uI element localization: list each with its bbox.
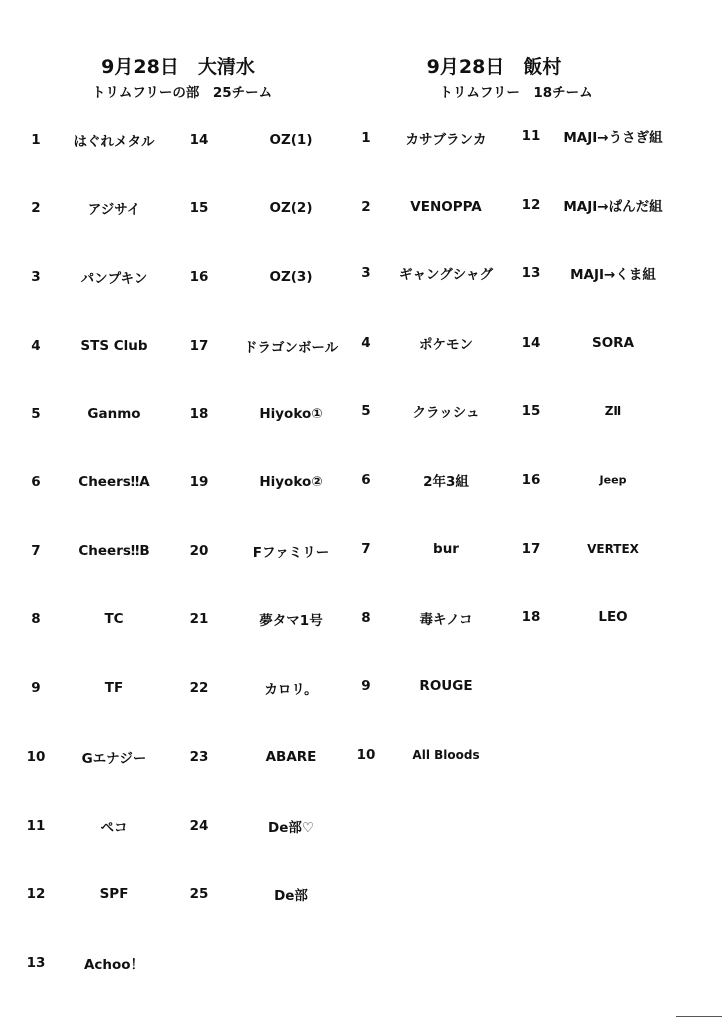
right-title: 9月28日 飯村 bbox=[426, 56, 562, 78]
right-team-number: 11 bbox=[521, 128, 541, 144]
right-team-number: 16 bbox=[521, 472, 541, 488]
right-team-name: 2年3組 bbox=[423, 474, 469, 490]
right-team-number: 10 bbox=[356, 747, 376, 763]
left-team-number: 3 bbox=[31, 269, 41, 285]
right-team-name: MAJI→くま組 bbox=[570, 267, 656, 283]
left-team-name: はぐれメタル bbox=[73, 134, 155, 150]
left-team-name: OZ(1) bbox=[269, 132, 313, 148]
left-team-number: 6 bbox=[31, 474, 41, 490]
right-team-name: LEO bbox=[598, 609, 628, 625]
right-team-name: Jeep bbox=[599, 473, 627, 487]
right-team-name: VENOPPA bbox=[410, 199, 482, 215]
left-team-name: De部♡ bbox=[268, 820, 314, 836]
left-team-number: 15 bbox=[189, 200, 209, 216]
left-team-number: 21 bbox=[189, 611, 209, 627]
right-team-number: 4 bbox=[361, 335, 371, 351]
left-team-name: TF bbox=[104, 680, 124, 696]
right-team-number: 7 bbox=[361, 541, 371, 557]
left-team-name: 夢タマ1号 bbox=[259, 613, 323, 629]
right-team-name: SORA bbox=[591, 335, 635, 351]
left-team-number: 22 bbox=[189, 680, 209, 696]
right-team-number: 6 bbox=[361, 472, 371, 488]
right-team-name: VERTEX bbox=[587, 542, 639, 556]
left-title: 9月28日 大清水 bbox=[101, 56, 255, 78]
left-team-number: 11 bbox=[26, 818, 46, 834]
left-team-name: カロリ。 bbox=[264, 682, 318, 698]
left-team-number: 14 bbox=[189, 132, 209, 148]
right-team-name: ROUGE bbox=[419, 678, 473, 694]
left-team-name: パンプキン bbox=[80, 271, 148, 287]
right-team-number: 9 bbox=[361, 678, 371, 694]
left-team-number: 10 bbox=[26, 749, 46, 765]
right-subtitle: トリムフリー 18チーム bbox=[439, 85, 593, 101]
right-team-number: 8 bbox=[361, 610, 371, 626]
left-team-number: 2 bbox=[31, 200, 41, 216]
left-team-number: 24 bbox=[189, 818, 209, 834]
right-team-number: 14 bbox=[521, 335, 541, 351]
left-team-name: OZ(3) bbox=[269, 269, 313, 285]
left-team-name: Ganmo bbox=[87, 406, 141, 422]
right-team-name: カサブランカ bbox=[405, 132, 487, 148]
right-team-number: 2 bbox=[361, 199, 371, 215]
left-team-number: 8 bbox=[31, 611, 41, 627]
left-team-name: Hiyoko② bbox=[259, 474, 323, 490]
right-team-name: ギャングシャグ bbox=[399, 267, 493, 283]
right-team-number: 5 bbox=[361, 403, 371, 419]
left-team-number: 5 bbox=[31, 406, 41, 422]
right-team-name: ポケモン bbox=[419, 337, 473, 353]
left-team-name: Cheers‼A bbox=[78, 474, 150, 490]
left-team-name: STS Club bbox=[80, 338, 148, 354]
left-team-name: OZ(2) bbox=[269, 200, 313, 216]
left-team-number: 13 bbox=[26, 955, 46, 971]
left-team-number: 25 bbox=[189, 886, 209, 902]
right-team-number: 17 bbox=[521, 541, 541, 557]
left-team-name: Gエナジー bbox=[81, 751, 147, 767]
left-team-number: 23 bbox=[189, 749, 209, 765]
left-team-name: Fファミリー bbox=[252, 545, 330, 561]
left-team-number: 9 bbox=[31, 680, 41, 696]
right-team-number: 1 bbox=[361, 130, 371, 146]
left-team-name: ペコ bbox=[100, 820, 128, 836]
left-team-number: 7 bbox=[31, 543, 41, 559]
right-team-name: bur bbox=[433, 541, 459, 557]
left-team-number: 20 bbox=[189, 543, 209, 559]
left-subtitle: トリムフリーの部 25チーム bbox=[91, 85, 273, 101]
left-team-name: SPF bbox=[99, 886, 129, 902]
left-team-name: ドラゴンボール bbox=[243, 340, 339, 356]
right-team-name: MAJI→ぱんだ組 bbox=[563, 199, 663, 215]
corner-line bbox=[676, 1016, 722, 1017]
left-team-number: 19 bbox=[189, 474, 209, 490]
right-team-name: 毒キノコ bbox=[419, 612, 473, 628]
right-team-number: 13 bbox=[521, 265, 541, 281]
left-team-name: TC bbox=[104, 611, 124, 627]
left-team-number: 16 bbox=[189, 269, 209, 285]
left-team-number: 17 bbox=[189, 338, 209, 354]
left-team-name: Hiyoko① bbox=[259, 406, 323, 422]
left-team-number: 18 bbox=[189, 406, 209, 422]
left-team-name: アジサイ bbox=[87, 202, 141, 218]
right-team-number: 18 bbox=[521, 609, 541, 625]
right-team-name: All Bloods bbox=[412, 748, 480, 762]
right-team-number: 12 bbox=[521, 197, 541, 213]
left-team-name: Achoo！ bbox=[83, 957, 145, 973]
left-team-number: 4 bbox=[31, 338, 41, 354]
right-team-number: 3 bbox=[361, 265, 371, 281]
left-team-number: 12 bbox=[26, 886, 46, 902]
right-team-name: ZⅡ bbox=[604, 404, 622, 418]
left-team-name: De部 bbox=[274, 888, 308, 904]
right-team-number: 15 bbox=[521, 403, 541, 419]
right-team-name: クラッシュ bbox=[412, 405, 480, 421]
left-team-name: ABARE bbox=[265, 749, 317, 765]
left-team-number: 1 bbox=[31, 132, 41, 148]
left-team-name: Cheers‼B bbox=[78, 543, 150, 559]
right-team-name: MAJI→うさぎ組 bbox=[563, 130, 663, 146]
